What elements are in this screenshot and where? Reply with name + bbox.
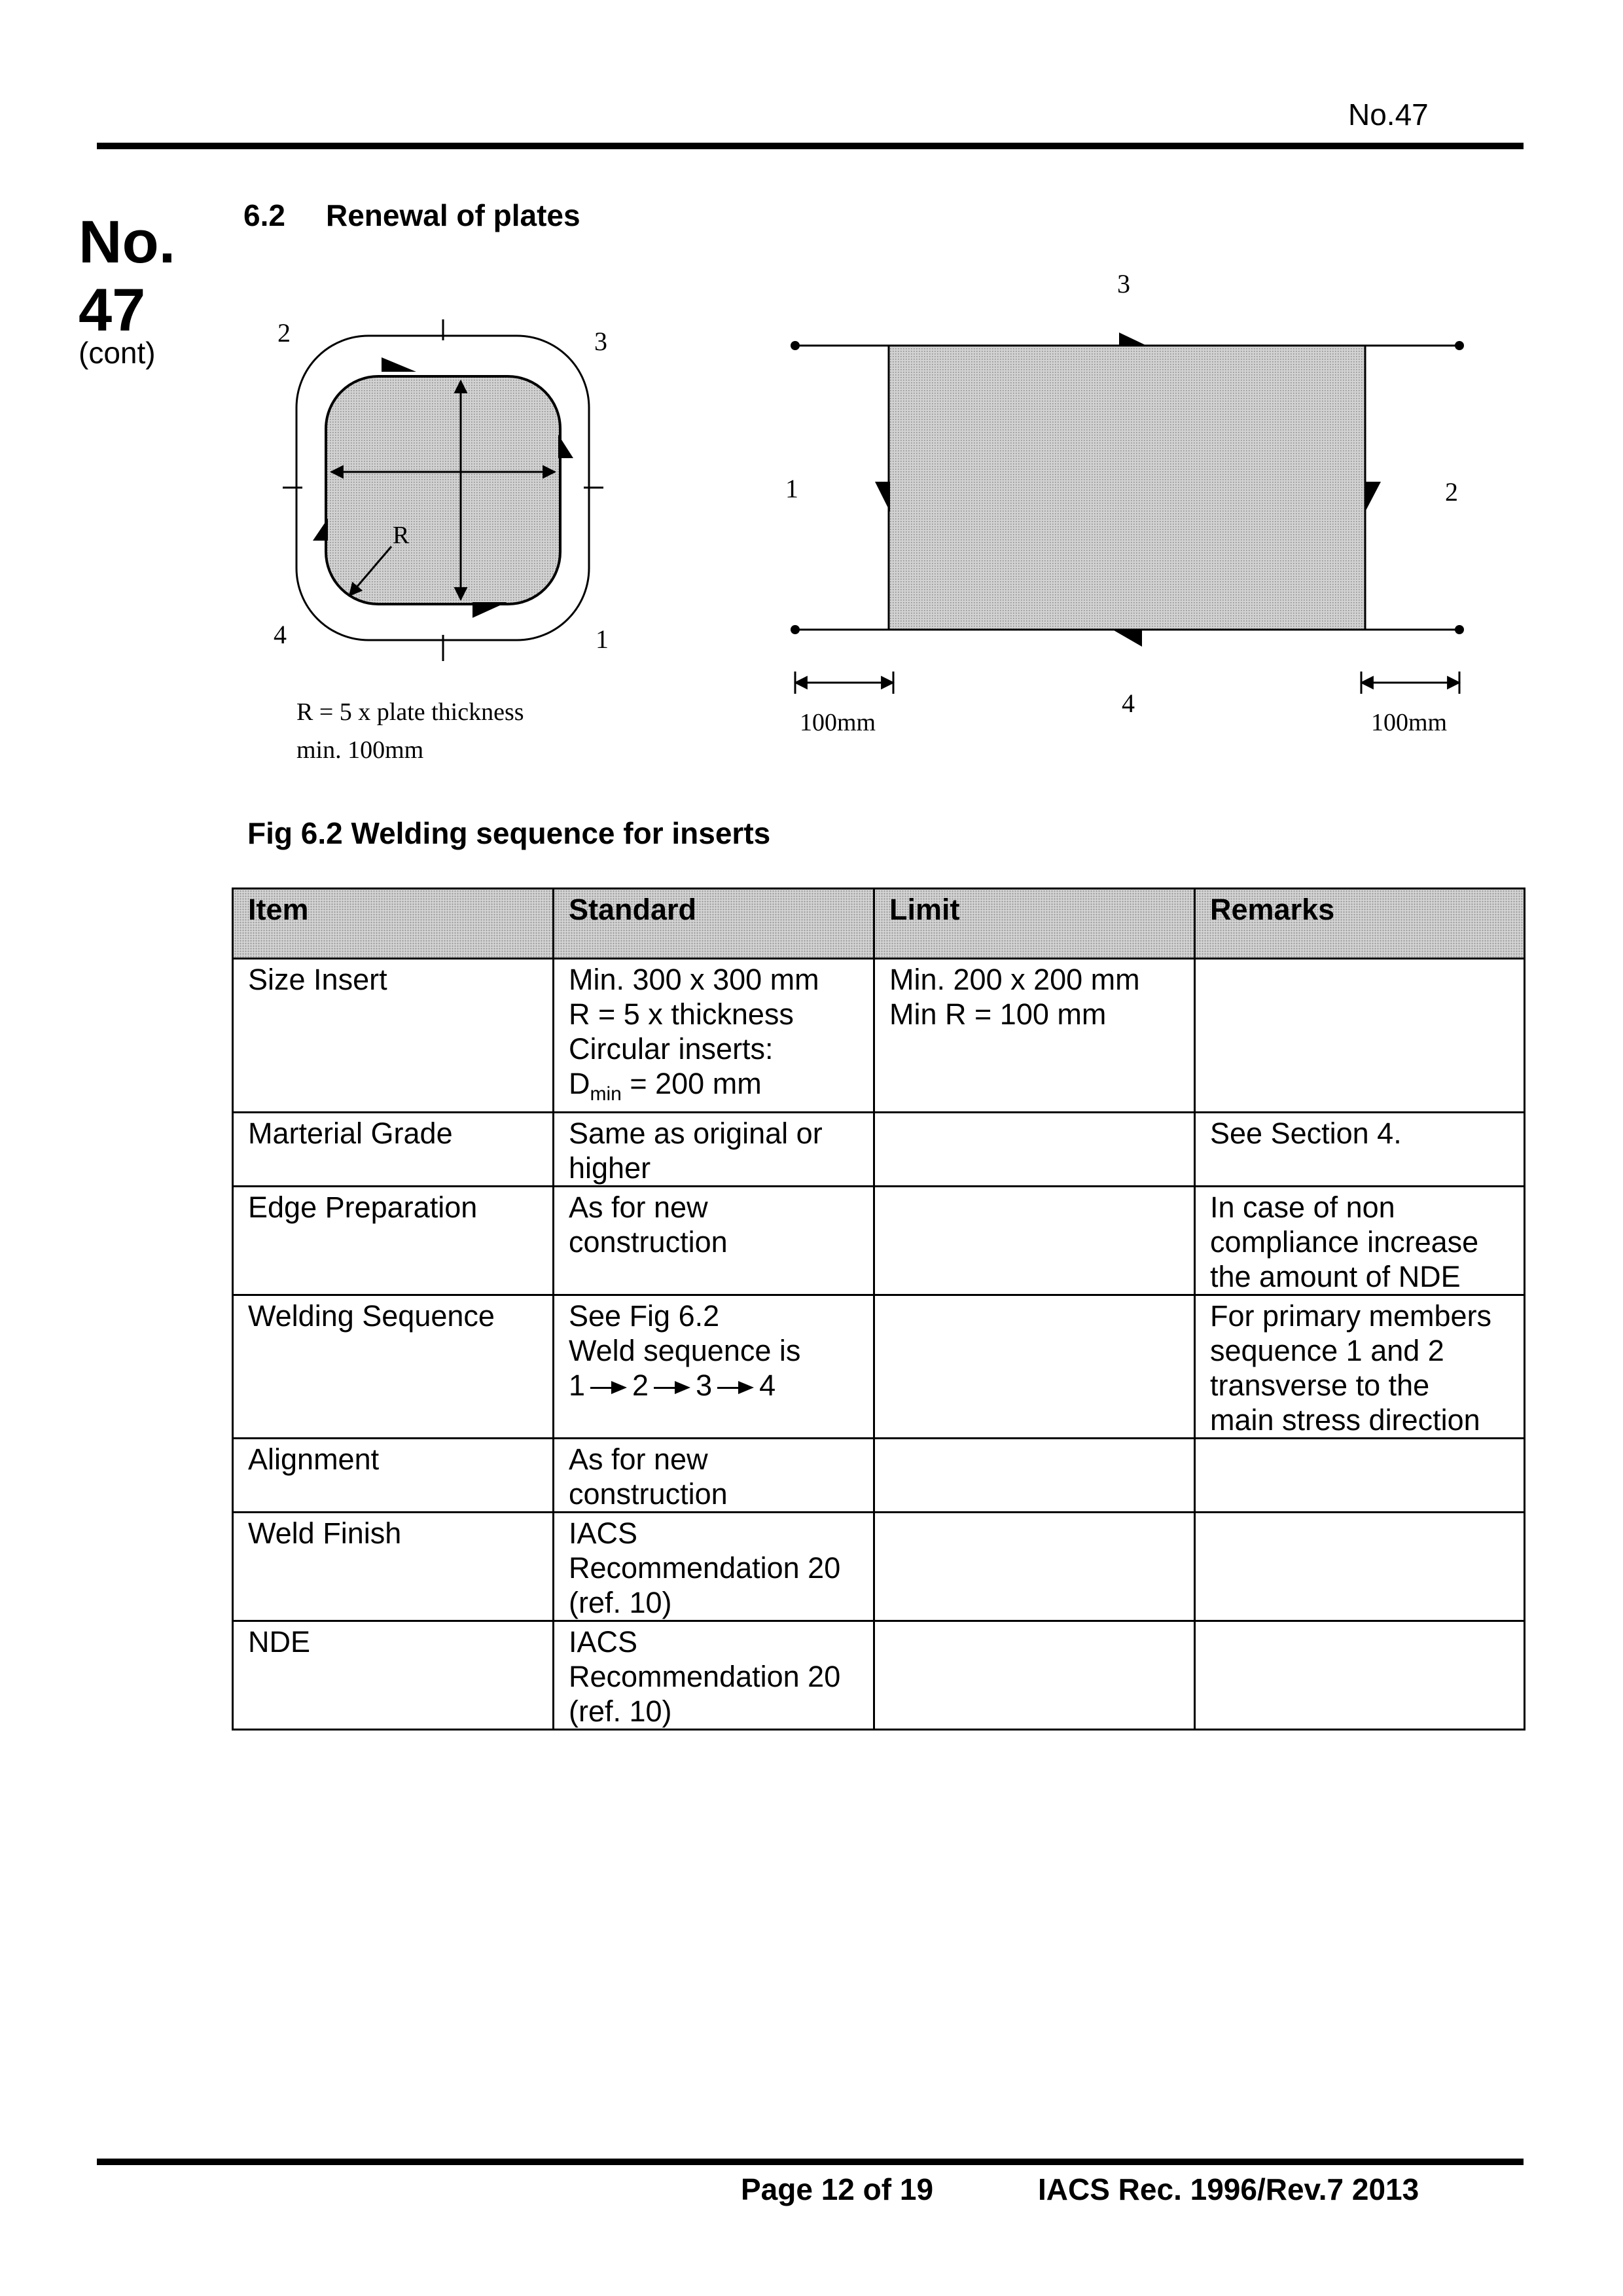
seq-step: 2 xyxy=(632,1369,649,1402)
weld-flag-bottom xyxy=(1113,630,1142,647)
sidebar-cont: (cont) xyxy=(79,336,156,370)
weld-flag-right xyxy=(1365,482,1381,512)
weld-flag-left xyxy=(875,482,890,512)
arrow-right-icon xyxy=(717,1381,754,1394)
arrow-right-icon xyxy=(654,1381,690,1394)
cell-item: Size Insert xyxy=(233,959,554,1113)
cell-item: Weld Finish xyxy=(233,1513,554,1621)
section-number: 6.2 xyxy=(243,198,285,232)
cell-standard: As for new construction xyxy=(554,1439,874,1513)
seq-step: 1 xyxy=(569,1369,586,1402)
radius-note-line2: min. 100mm xyxy=(296,736,424,764)
insert-plate xyxy=(326,376,560,604)
insert-diagram-left xyxy=(274,318,609,764)
radius-note-line1: R = 5 x plate thickness xyxy=(296,698,524,726)
cell-limit xyxy=(874,1621,1195,1730)
cell-item: Edge Preparation xyxy=(233,1187,554,1295)
cell-item: NDE xyxy=(233,1621,554,1730)
label-4: 4 xyxy=(274,620,287,649)
table-row xyxy=(233,959,1525,1113)
cell-standard xyxy=(554,959,874,1113)
label-3: 3 xyxy=(1117,269,1130,298)
cell-item: Marterial Grade xyxy=(233,1113,554,1187)
cell-remarks: For primary members sequence 1 and 2 transverse to the main stress direction xyxy=(1195,1295,1525,1439)
label-1: 1 xyxy=(785,474,798,503)
standard-line2: Weld sequence is xyxy=(569,1334,801,1367)
standard-text: Min. 300 x 300 mm R = 5 x thickness Circular inserts: xyxy=(569,963,819,1066)
section-heading xyxy=(243,198,580,233)
footer-rule xyxy=(97,2159,1524,2165)
header-standard: Standard xyxy=(554,889,874,959)
cell-item: Alignment xyxy=(233,1439,554,1513)
insert-plate-rect xyxy=(889,346,1365,630)
table-row xyxy=(233,1187,1525,1295)
table-row xyxy=(233,1439,1525,1513)
footer-page: Page 12 of 19 xyxy=(741,2172,934,2206)
table-row xyxy=(233,1621,1525,1730)
weld-flag-right xyxy=(558,435,573,458)
header-limit: Limit xyxy=(874,889,1195,959)
cell-standard: Same as original or higher xyxy=(554,1113,874,1187)
header-rule xyxy=(97,143,1524,149)
label-3: 3 xyxy=(594,327,607,356)
cell-remarks: See Section 4. xyxy=(1195,1113,1525,1187)
label-2: 2 xyxy=(277,318,291,348)
weld-sequence xyxy=(569,1368,860,1403)
cell-limit xyxy=(874,1113,1195,1187)
label-1: 1 xyxy=(596,624,609,654)
weld-flag-top xyxy=(382,357,416,372)
table-row xyxy=(233,1513,1525,1621)
sidebar-number: 47 xyxy=(79,277,146,344)
cell-standard: As for new construction xyxy=(554,1187,874,1295)
table-row xyxy=(233,1113,1525,1187)
cell-item: Welding Sequence xyxy=(233,1295,554,1439)
radius-label: R xyxy=(393,522,410,549)
cell-remarks xyxy=(1195,1621,1525,1730)
table-row xyxy=(233,1295,1525,1439)
d-subscript: min xyxy=(590,1083,622,1105)
arrow-right-icon xyxy=(590,1381,627,1394)
dim-right-label: 100mm xyxy=(1371,709,1448,736)
table-header-row xyxy=(233,889,1525,959)
weld-flag-top xyxy=(1119,332,1147,346)
cell-limit xyxy=(874,1187,1195,1295)
d-symbol: D xyxy=(569,1067,590,1100)
header-doc-number: No.47 xyxy=(1348,98,1429,132)
insert-diagram-right xyxy=(785,269,1464,736)
cell-remarks: In case of non compliance increase the amount of NDE xyxy=(1195,1187,1525,1295)
section-title: Renewal of plates xyxy=(326,198,580,232)
header-item: Item xyxy=(233,889,554,959)
label-4: 4 xyxy=(1122,689,1135,718)
label-2: 2 xyxy=(1445,477,1458,507)
footer-reference: IACS Rec. 1996/Rev.7 2013 xyxy=(1038,2172,1419,2206)
figure-welding-sequence xyxy=(0,249,1623,772)
cell-limit xyxy=(874,1295,1195,1439)
dim-left-label: 100mm xyxy=(800,709,876,736)
sidebar-no: No. xyxy=(79,209,176,276)
cell-standard xyxy=(554,1295,874,1439)
cell-remarks xyxy=(1195,1513,1525,1621)
cell-standard: IACS Recommendation 20 (ref. 10) xyxy=(554,1621,874,1730)
header-remarks: Remarks xyxy=(1195,889,1525,959)
seq-step: 3 xyxy=(696,1369,713,1402)
figure-caption: Fig 6.2 Welding sequence for inserts xyxy=(247,816,771,850)
standard-line1: See Fig 6.2 xyxy=(569,1299,720,1333)
cell-limit: Min. 200 x 200 mm Min R = 100 mm xyxy=(874,959,1195,1113)
insert-requirements-table xyxy=(232,888,1525,1731)
d-value: = 200 mm xyxy=(621,1067,762,1100)
cell-remarks xyxy=(1195,959,1525,1113)
cell-standard: IACS Recommendation 20 (ref. 10) xyxy=(554,1513,874,1621)
seq-step: 4 xyxy=(759,1369,776,1402)
cell-limit xyxy=(874,1439,1195,1513)
cell-limit xyxy=(874,1513,1195,1621)
cell-remarks xyxy=(1195,1439,1525,1513)
weld-flag-bottom xyxy=(473,602,507,618)
standard-dmin xyxy=(569,1066,860,1111)
